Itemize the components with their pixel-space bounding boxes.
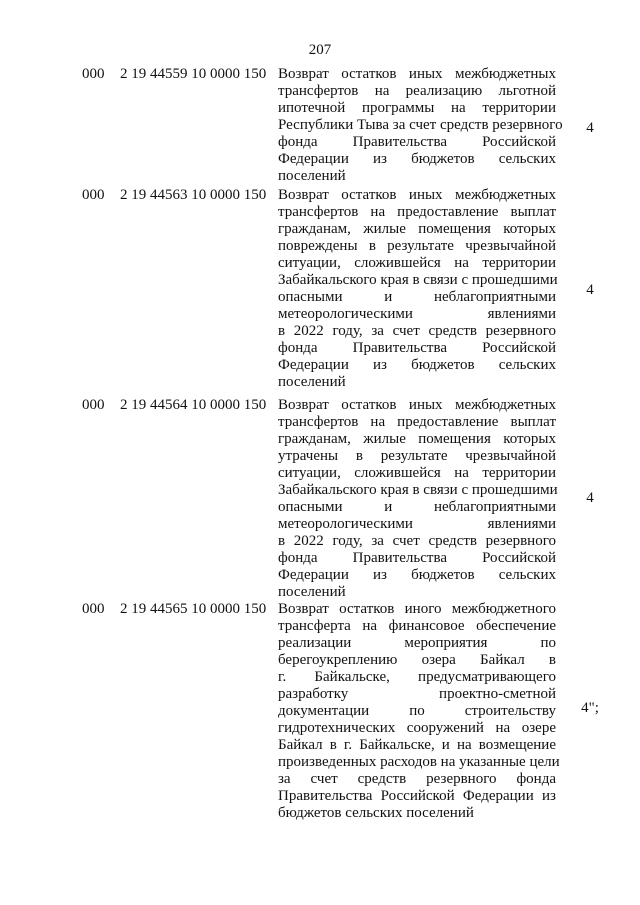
amount-value: 4 (586, 282, 594, 298)
description-line: Федерации из бюджетов сельских (278, 567, 556, 583)
budget-classification-code: 2 19 44564 10 0000 150 (120, 397, 267, 413)
description-line: ипотечной программы на территории (278, 100, 556, 116)
row-description (278, 397, 556, 601)
page-number: 207 (308, 42, 332, 58)
description-line: фонда Правительства Российской (278, 550, 556, 566)
row-description (278, 601, 560, 822)
description-line: Возврат остатков иных межбюджетных (278, 187, 556, 203)
admin-code: 000 (82, 187, 105, 203)
description-line: Федерации из бюджетов сельских (278, 357, 556, 373)
description-line: разработку проектно-сметной (278, 686, 556, 702)
description-line: фонда Правительства Российской (278, 340, 556, 356)
description-line: Правительства Российской Федерации из (278, 788, 556, 804)
description-line: за счет средств резервного фонда (278, 771, 556, 787)
description-line: трансфертов на предоставление выплат (278, 204, 556, 220)
description-line: в 2022 году, за счет средств резервного (278, 533, 556, 549)
description-line: утрачены в результате чрезвычайной (278, 448, 556, 464)
description-line: г. Байкальске, предусматривающего (278, 669, 556, 685)
description-line: трансферта на финансовое обеспечение (278, 618, 556, 634)
description-line: Возврат остатков иных межбюджетных (278, 66, 556, 82)
description-line: трансфертов на предоставление выплат (278, 414, 556, 430)
budget-classification-code: 2 19 44563 10 0000 150 (120, 187, 267, 203)
description-line: фонда Правительства Российской (278, 134, 556, 150)
description-line: метеорологическими явлениями (278, 516, 556, 532)
description-line: документации по строительству (278, 703, 556, 719)
amount-value: 4 (586, 120, 594, 136)
description-line: произведенных расходов на указанные цели (278, 754, 560, 770)
description-line: гражданам, жилые помещения которых (278, 221, 556, 237)
description-line: реализации мероприятия по (278, 635, 556, 651)
description-line: трансфертов на реализацию льготной (278, 83, 556, 99)
description-line: Байкал в г. Байкальске, и на возмещение (278, 737, 556, 753)
description-line: гидротехнических сооружений на озере (278, 720, 556, 736)
amount-value: 4 (586, 490, 594, 506)
description-line: опасными и неблагоприятными (278, 289, 556, 305)
description-line: Забайкальского края в связи с прошедшими (278, 272, 558, 288)
amount-value: 4"; (581, 700, 599, 716)
description-line: Республики Тыва за счет средств резервного (278, 117, 563, 133)
budget-classification-code: 2 19 44559 10 0000 150 (120, 66, 267, 82)
description-line: метеорологическими явлениями (278, 306, 556, 322)
admin-code: 000 (82, 397, 105, 413)
description-line: берегоукреплению озера Байкал в (278, 652, 556, 668)
row-description (278, 187, 556, 391)
description-line: бюджетов сельских поселений (278, 805, 474, 821)
description-line: Забайкальского края в связи с прошедшими (278, 482, 558, 498)
description-line: опасными и неблагоприятными (278, 499, 556, 515)
budget-classification-code: 2 19 44565 10 0000 150 (120, 601, 267, 617)
description-line: ситуации, сложившейся на территории (278, 465, 556, 481)
admin-code: 000 (82, 601, 105, 617)
description-line: ситуации, сложившейся на территории (278, 255, 556, 271)
description-line: поселений (278, 168, 346, 184)
row-description (278, 66, 563, 185)
description-line: Возврат остатков иного межбюджетного (278, 601, 556, 617)
admin-code: 000 (82, 66, 105, 82)
description-line: повреждены в результате чрезвычайной (278, 238, 556, 254)
description-line: поселений (278, 374, 346, 390)
description-line: Возврат остатков иных межбюджетных (278, 397, 556, 413)
description-line: гражданам, жилые помещения которых (278, 431, 556, 447)
description-line: в 2022 году, за счет средств резервного (278, 323, 556, 339)
description-line: поселений (278, 584, 346, 600)
description-line: Федерации из бюджетов сельских (278, 151, 556, 167)
